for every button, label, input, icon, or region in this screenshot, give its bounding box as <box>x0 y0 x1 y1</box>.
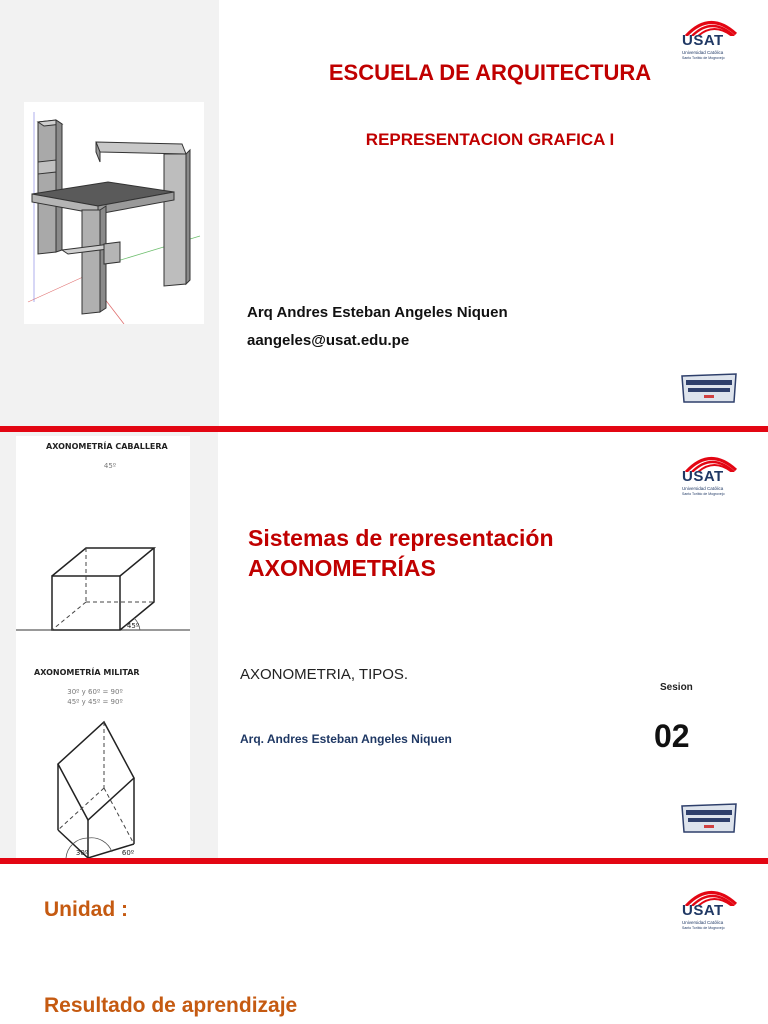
usat-logo-line1: Universidad Católica <box>682 50 724 55</box>
slide-2 <box>0 432 768 858</box>
author-email: aangeles@usat.edu.pe <box>247 332 410 349</box>
session-label: Sesion <box>660 682 693 693</box>
course-title: REPRESENTACION GRAFICA I <box>365 130 615 149</box>
diagram-militar-title: AXONOMETRÍA MILITAR <box>34 668 140 677</box>
usat-logo-line1: Universidad Católica <box>682 486 724 491</box>
usat-logo <box>682 14 740 64</box>
diagram-militar-angle-right: 60º <box>121 849 135 857</box>
usat-logo-name: USAT <box>682 468 724 485</box>
author-name: Arq Andres Esteban Angeles Niquen <box>247 304 508 321</box>
usat-logo-line2: Santo Toribio de Mogrovejo <box>682 492 725 496</box>
school-title: ESCUELA DE ARQUITECTURA <box>328 60 652 85</box>
usat-logo <box>682 884 740 934</box>
slide-1 <box>0 0 768 426</box>
caballera-cube-icon <box>16 536 190 646</box>
slide-3 <box>0 864 768 1024</box>
diagram-militar-line2: 45º y 45º = 90º <box>67 698 123 706</box>
usat-logo-line2: Santo Toribio de Mogrovejo <box>682 56 725 60</box>
learning-outcome-heading: Resultado de aprendizaje <box>44 994 298 1017</box>
axonometry-diagram <box>16 436 190 858</box>
diagram-militar-line1: 30º y 60º = 90º <box>67 688 123 696</box>
diagram-caballera-angle: 45º <box>103 462 117 470</box>
usat-logo <box>682 450 740 500</box>
usat-logo-name: USAT <box>682 902 724 919</box>
usat-logo-line1: Universidad Católica <box>682 920 724 925</box>
heading-line-1: Sistemas de representación <box>248 525 554 551</box>
usat-logo-name: USAT <box>682 32 724 49</box>
usat-logo-line2: Santo Toribio de Mogrovejo <box>682 926 725 930</box>
accreditation-stamp-icon <box>680 802 738 834</box>
session-author: Arq. Andres Esteban Angeles Niquen <box>240 732 452 746</box>
session-number: 02 <box>654 718 690 754</box>
heading-line-2: AXONOMETRÍAS <box>248 554 436 581</box>
accreditation-stamp-icon <box>680 372 738 404</box>
session-heading <box>248 524 554 584</box>
session-topic: AXONOMETRIA, TIPOS. <box>240 666 409 683</box>
diagram-caballera-title: AXONOMETRÍA CABALLERA <box>46 442 168 451</box>
chair-3d-image <box>24 102 204 324</box>
diagram-militar-angle-left: 30º <box>75 849 89 857</box>
diagram-caballera-corner-angle: 45º <box>126 622 140 630</box>
militar-cube-icon <box>16 718 190 858</box>
unit-heading: Unidad : <box>44 898 128 921</box>
